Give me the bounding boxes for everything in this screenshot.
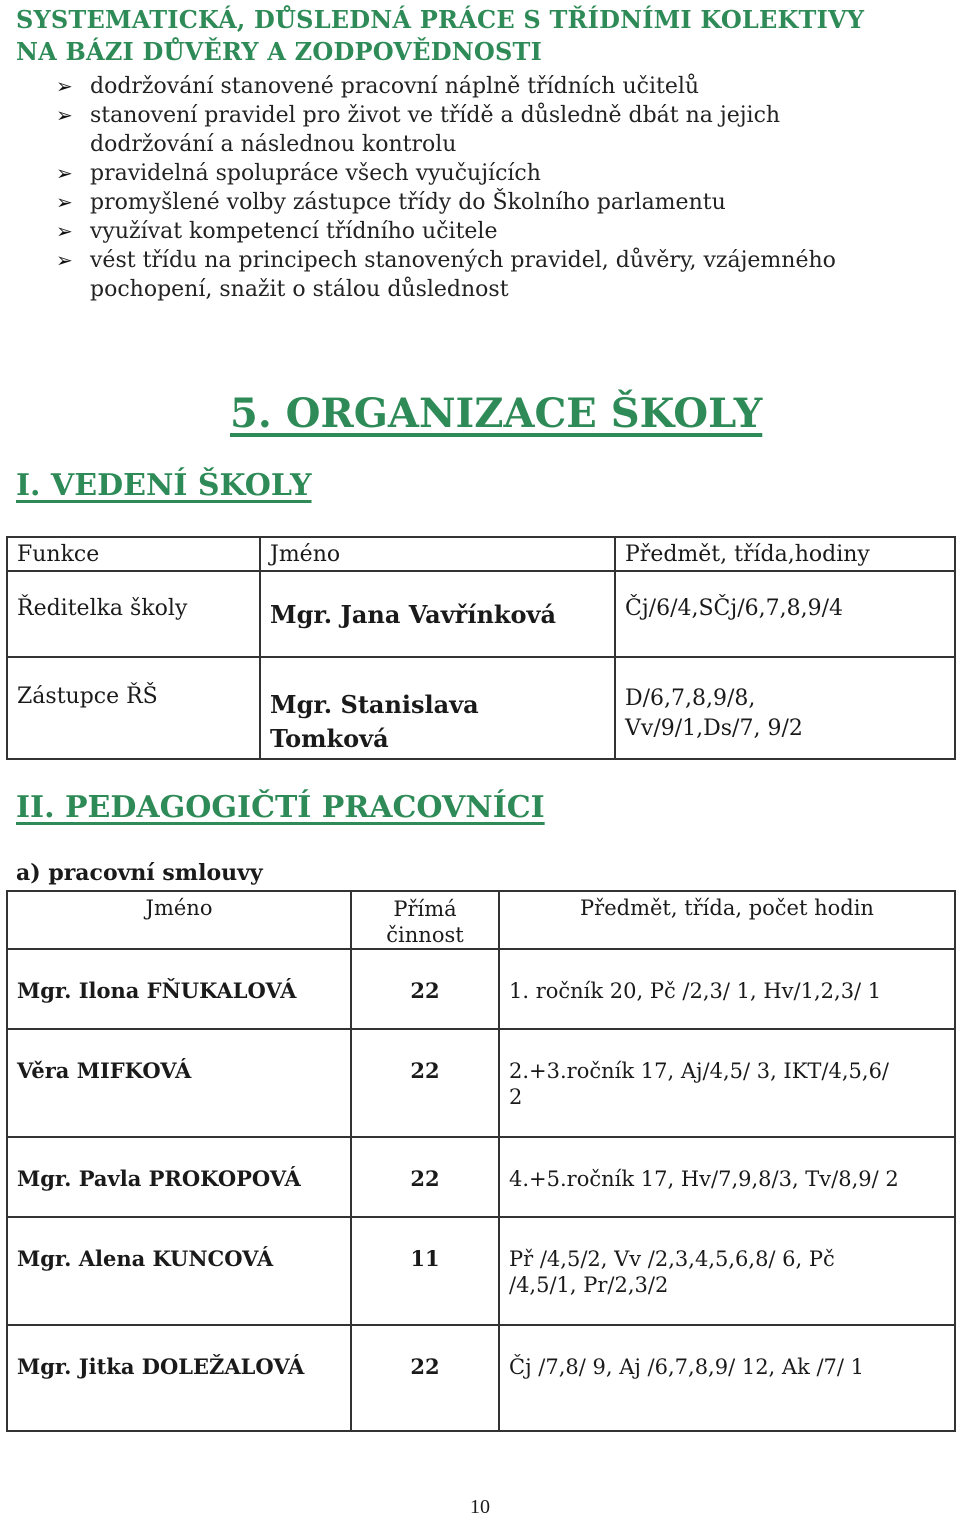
header-predmet: Předmět, třída, počet hodin [499, 891, 955, 949]
cell-predmet: Čj/6/4,SČj/6,7,8,9/4 [615, 571, 955, 657]
cell-prima: 22 [351, 1029, 499, 1137]
cell-predmet-line-1: Př /4,5/2, Vv /2,3,4,5,6,8/ 6, Pč [509, 1247, 835, 1271]
page-number: 10 [470, 1496, 490, 1518]
header-funkce: Funkce [7, 537, 260, 571]
arrowhead-bullet-icon: ➢ [56, 248, 73, 272]
header-jmeno: Jméno [7, 891, 351, 949]
table-header-row [7, 537, 955, 571]
table-row [7, 1217, 955, 1325]
header-prima-line-2: činnost [386, 923, 464, 947]
bullet-text: dodržování stanovené pracovní náplně třídních učitelů [90, 74, 700, 99]
cell-predmet-line-1: 4.+5.ročník 17, Hv/7,9,8/3, Tv/8,9/ 2 [509, 1167, 899, 1191]
cell-predmet [499, 1137, 955, 1217]
cell-predmet-line-1: Čj /7,8/ 9, Aj /6,7,8,9/ 12, Ak /7/ 1 [509, 1355, 865, 1379]
cell-predmet [499, 1217, 955, 1325]
list-item [56, 159, 936, 188]
table-row [7, 657, 955, 759]
cell-prima: 22 [351, 1325, 499, 1431]
cell-jmeno: Mgr. Ilona FŇUKALOVÁ [7, 949, 351, 1029]
arrowhead-bullet-icon: ➢ [56, 103, 73, 127]
header-jmeno: Jméno [260, 537, 615, 571]
cell-jmeno [260, 657, 615, 759]
vedeni-title: I. VEDENÍ ŠKOLY [16, 468, 312, 503]
bullet-text: stanovení pravidel pro život ve třídě a důsledně dbát na jejich dodržování a následnou kontrolu [90, 103, 781, 157]
header-prima-line-1: Přímá [393, 897, 457, 921]
pedagogicti-title: II. PEDAGOGIČTÍ PRACOVNÍCI [16, 790, 545, 825]
bullet-text: pravidelná spolupráce všech vyučujících [90, 161, 541, 186]
table-row [7, 1137, 955, 1217]
heading-line-2: NA BÁZI DŮVĚRY A ZODPOVĚDNOSTI [16, 37, 543, 66]
cell-jmeno-line-1: Mgr. Stanislava [270, 690, 479, 719]
header-prima [351, 891, 499, 949]
cell-funkce: Zástupce ŘŠ [7, 657, 260, 759]
cell-predmet-line-1: D/6,7,8,9/8, [625, 686, 756, 711]
list-item [56, 246, 936, 304]
cell-jmeno: Mgr. Jana Vavřínková [260, 571, 615, 657]
table-row [7, 571, 955, 657]
arrowhead-bullet-icon: ➢ [56, 190, 73, 214]
table-row [7, 949, 955, 1029]
table-row [7, 1325, 955, 1431]
cell-jmeno-line-2: Tomková [270, 724, 389, 753]
cell-predmet [499, 949, 955, 1029]
cell-predmet-line-1: 2.+3.ročník 17, Aj/4,5/ 3, IKT/4,5,6/ [509, 1059, 890, 1083]
bullet-text: vést třídu na principech stanovených pravidel, důvěry, vzájemného pochopení, snažit o stálou důslednost [90, 248, 836, 302]
bullet-list [56, 72, 936, 304]
arrowhead-bullet-icon: ➢ [56, 161, 73, 185]
list-item [56, 188, 936, 217]
cell-jmeno: Mgr. Pavla PROKOPOVÁ [7, 1137, 351, 1217]
pracovni-smlouvy-subtitle: a) pracovní smlouvy [16, 860, 263, 886]
section-title: 5. ORGANIZACE ŠKOLY [230, 390, 763, 437]
cell-prima: 22 [351, 949, 499, 1029]
bullet-text: využívat kompetencí třídního učitele [90, 219, 498, 244]
cell-jmeno: Mgr. Jitka DOLEŽALOVÁ [7, 1325, 351, 1431]
list-item [56, 217, 936, 246]
list-item [56, 101, 936, 159]
cell-predmet-line-2: Vv/9/1,Ds/7, 9/2 [625, 716, 803, 741]
list-item [56, 72, 936, 101]
cell-funkce: Ředitelka školy [7, 571, 260, 657]
arrowhead-bullet-icon: ➢ [56, 74, 73, 98]
cell-prima: 11 [351, 1217, 499, 1325]
cell-prima: 22 [351, 1137, 499, 1217]
table-row [7, 1029, 955, 1137]
arrowhead-bullet-icon: ➢ [56, 219, 73, 243]
cell-predmet-line-1: 1. ročník 20, Pč /2,3/ 1, Hv/1,2,3/ 1 [509, 979, 882, 1003]
pedagogicti-table [6, 890, 956, 1432]
cell-predmet-line-2: 2 [509, 1085, 523, 1109]
header-predmet: Předmět, třída,hodiny [615, 537, 955, 571]
bullet-text: promyšlené volby zástupce třídy do Školního parlamentu [90, 190, 726, 215]
cell-predmet [615, 657, 955, 759]
document-heading [16, 4, 956, 68]
cell-predmet [499, 1029, 955, 1137]
cell-predmet-line-2: /4,5/1, Pr/2,3/2 [509, 1273, 669, 1297]
heading-line-1: SYSTEMATICKÁ, DŮSLEDNÁ PRÁCE S TŘÍDNÍMI KOLEKTIVY [16, 5, 865, 34]
vedeni-table [6, 536, 956, 760]
cell-jmeno: Mgr. Alena KUNCOVÁ [7, 1217, 351, 1325]
cell-predmet [499, 1325, 955, 1431]
table-header-row [7, 891, 955, 949]
cell-jmeno: Věra MIFKOVÁ [7, 1029, 351, 1137]
